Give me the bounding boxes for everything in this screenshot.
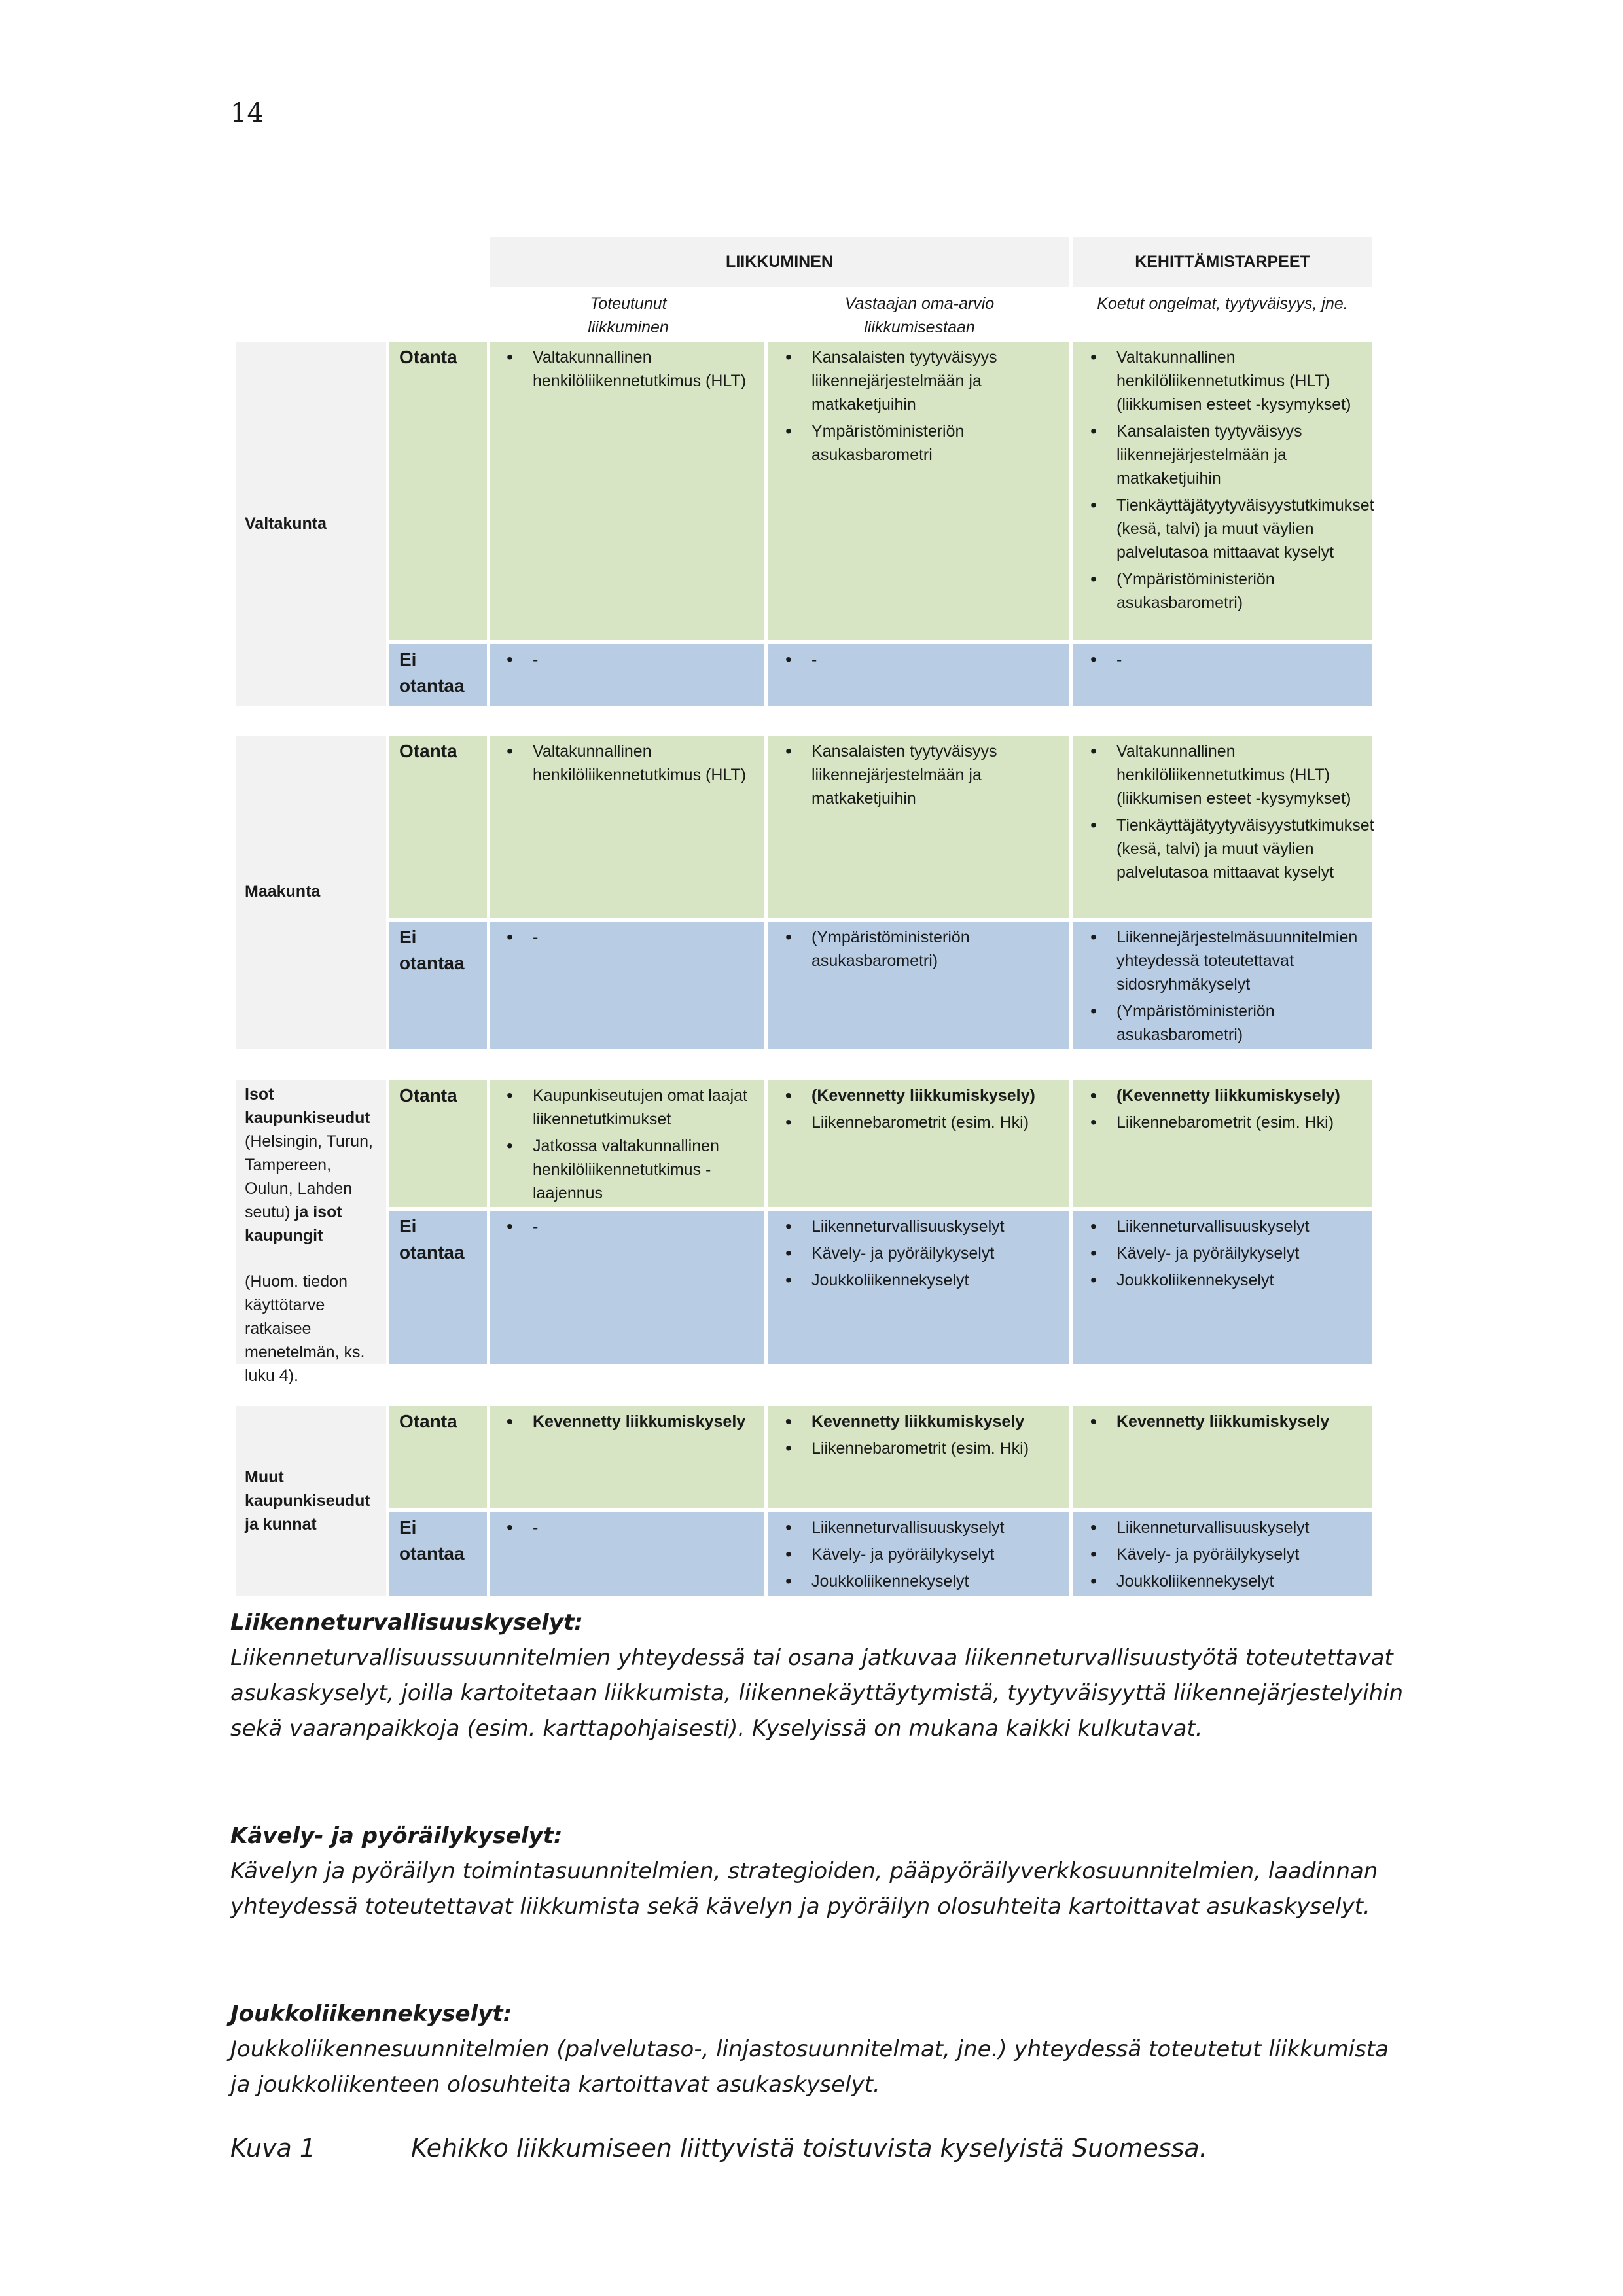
list-item: • - — [1085, 648, 1363, 672]
header-kehittamistarpeet: KEHITTÄMISTARPEET — [1073, 237, 1372, 287]
list-item: • Kansalaisten tyytyväisyys liikennejärjestelmään ja matkaketjuihin — [1085, 420, 1363, 490]
list-item: • - — [501, 1215, 755, 1238]
row-label-ei-otantaa: Ei otantaa — [389, 922, 487, 1049]
list-item: • Kävely- ja pyöräilykyselyt — [1085, 1242, 1363, 1265]
list-item: • Kävely- ja pyöräilykyselyt — [780, 1543, 1060, 1566]
region-isot-kaupunkiseudut — [236, 1080, 386, 1385]
row-label-otanta: Otanta — [389, 1406, 487, 1508]
muut-ei-otantaa-col1 — [490, 1512, 764, 1596]
region-muut-kaupunkiseudut — [236, 1406, 386, 1596]
list-item: • Jatkossa valtakunnallinen henkilöliikennetutkimus - laajennus — [501, 1134, 755, 1205]
isot-otanta-col2 — [768, 1080, 1069, 1207]
valtakunta-otanta-col1 — [490, 342, 764, 640]
valtakunta-otanta-col3 — [1073, 342, 1372, 640]
list-item: • Liikennebarometrit (esim. Hki) — [1085, 1111, 1363, 1134]
muut-otanta-col3 — [1073, 1406, 1372, 1508]
list-item: • Liikenneturvallisuuskyselyt — [780, 1215, 1060, 1238]
muut-otanta-col2 — [768, 1406, 1069, 1508]
note-body: Joukkoliikennesuunnitelmien (palvelutaso-, linjastosuunnitelmat, jne.) yhteydessä toteutetut liikkumista ja joukkoliikenteen olosuhteita kartoittavat asukaskyselyt. — [230, 2036, 1389, 2098]
row-label-ei-otantaa: Ei otantaa — [389, 1211, 487, 1364]
row-label-ei-otantaa: Ei otantaa — [389, 644, 487, 706]
list-item: • Liikennejärjestelmäsuunnitelmien yhteydessä toteutettavat sidosryhmäkyselyt — [1085, 925, 1363, 996]
list-item: • Joukkoliikennekyselyt — [780, 1570, 1060, 1593]
isot-ei-otantaa-col1 — [490, 1211, 764, 1364]
subheader-col2: Vastaajan oma-arvio liikkumisestaan — [844, 295, 995, 336]
region-valtakunta-label: Valtakunta — [245, 514, 327, 533]
list-item: • Liikenneturvallisuuskyselyt — [780, 1516, 1060, 1539]
valtakunta-ei-otantaa-col3 — [1073, 644, 1372, 706]
note-liikenneturvallisuus — [230, 1605, 1408, 1746]
note-body: Kävelyn ja pyöräilyn toimintasuunnitelmien, strategioiden, pääpyöräilyverkkosuunnitelmien, laadinnan yhteydessä toteutettavat liikkumista sekä kävelyn ja pyöräilyn olosuhteita kartoittavat asukaskyselyt. — [230, 1858, 1378, 1920]
note-joukkoliikenne — [230, 1996, 1408, 2102]
muut-ei-otantaa-col3 — [1073, 1512, 1372, 1596]
maakunta-otanta-col1 — [490, 736, 764, 918]
row-label-ei-otantaa: Ei otantaa — [389, 1512, 487, 1596]
list-item-bold: • (Kevennetty liikkumiskysely) — [1085, 1084, 1363, 1107]
list-item: • Ympäristöministeriön asukasbarometri — [780, 420, 1060, 467]
region-maakunta — [236, 736, 386, 1049]
list-item: • Tienkäyttäjätyytyväisyystutkimukset (kesä, talvi) ja muut väylien palvelutasoa mittaavat kyselyt — [1085, 814, 1363, 884]
list-item: • Liikenneturvallisuuskyselyt — [1085, 1516, 1363, 1539]
region-maakunta-label: Maakunta — [245, 882, 321, 901]
region-muut-label: Muut kaupunkiseudut ja kunnat — [245, 1468, 370, 1534]
header-liikkuminen: LIIKKUMINEN — [490, 237, 1069, 287]
row-label-otanta: Otanta — [389, 1080, 487, 1207]
list-item: • Kaupunkiseutujen omat laajat liikennetutkimukset — [501, 1084, 755, 1131]
region-isot-description — [245, 1083, 377, 1247]
isot-ei-otantaa-col2 — [768, 1211, 1069, 1364]
list-item: • - — [780, 648, 1060, 672]
page-number: 14 — [230, 98, 264, 128]
note-heading: Kävely- ja pyöräilykyselyt: — [230, 1823, 563, 1849]
muut-otanta-col1 — [490, 1406, 764, 1508]
muut-ei-otantaa-col2 — [768, 1512, 1069, 1596]
list-item-bold: • Kevennetty liikkumiskysely — [501, 1410, 755, 1433]
list-item: • (Ympäristöministeriön asukasbarometri) — [1085, 999, 1363, 1047]
list-item: • Joukkoliikennekyselyt — [1085, 1268, 1363, 1292]
maakunta-otanta-col3 — [1073, 736, 1372, 918]
figure-label: Kuva 1 — [230, 2134, 316, 2162]
list-item-bold: • Kevennetty liikkumiskysely — [780, 1410, 1060, 1433]
list-item: • Valtakunnallinen henkilöliikennetutkimus (HLT) — [501, 740, 755, 787]
note-kavely-pyoraily — [230, 1818, 1408, 1924]
list-item: • Valtakunnallinen henkilöliikennetutkimus (HLT) (liikkumisen esteet -kysymykset) — [1085, 346, 1363, 416]
list-item: • Kävely- ja pyöräilykyselyt — [780, 1242, 1060, 1265]
list-item: • Kansalaisten tyytyväisyys liikennejärjestelmään ja matkaketjuihin — [780, 740, 1060, 810]
region-isot-note: (Huom. tiedon käyttötarve ratkaisee menetelmän, ks. luku 4). — [245, 1272, 365, 1385]
subheader-col1: Toteutunut liikkuminen — [588, 295, 669, 336]
isot-otanta-col1 — [490, 1080, 764, 1207]
maakunta-otanta-col2 — [768, 736, 1069, 918]
region-isot-normal1: (Helsingin, Turun, Tampereen, Oulun, Lahden seutu) — [245, 1132, 373, 1221]
maakunta-ei-otantaa-col1 — [490, 922, 764, 1049]
list-item: • Valtakunnallinen henkilöliikennetutkimus (HLT) — [501, 346, 755, 393]
note-heading: Liikenneturvallisuuskyselyt: — [230, 1609, 583, 1636]
list-item: • (Ympäristöministeriön asukasbarometri) — [780, 925, 1060, 973]
valtakunta-ei-otantaa-col1 — [490, 644, 764, 706]
list-item: • Liikenneturvallisuuskyselyt — [1085, 1215, 1363, 1238]
list-item: • Joukkoliikennekyselyt — [1085, 1570, 1363, 1593]
list-item: • Kävely- ja pyöräilykyselyt — [1085, 1543, 1363, 1566]
region-isot-bold2: ja isot kaupungit — [245, 1203, 342, 1245]
row-label-otanta: Otanta — [389, 342, 487, 640]
list-item-bold: • Kevennetty liikkumiskysely — [1085, 1410, 1363, 1433]
note-heading: Joukkoliikennekyselyt: — [230, 2001, 512, 2027]
list-item: • Valtakunnallinen henkilöliikennetutkimus (HLT) (liikkumisen esteet -kysymykset) — [1085, 740, 1363, 810]
figure-caption: Kehikko liikkumiseen liittyvistä toistuvista kyselyistä Suomessa. — [411, 2134, 1207, 2162]
valtakunta-ei-otantaa-col2 — [768, 644, 1069, 706]
list-item-bold: • (Kevennetty liikkumiskysely) — [780, 1084, 1060, 1107]
list-item: • Tienkäyttäjätyytyväisyystutkimukset (kesä, talvi) ja muut väylien palvelutasoa mittaavat kyselyt — [1085, 493, 1363, 564]
list-item: • - — [501, 648, 755, 672]
valtakunta-otanta-col2 — [768, 342, 1069, 640]
note-body: Liikenneturvallisuussuunnitelmien yhteydessä tai osana jatkuvaa liikenneturvallisuustyötä toteutettavat asukaskyselyt, joilla kartoitetaan liikkumista, liikennekäyttäytymistä, tyytyväisyyttä liikennejärjestelyihin sekä vaaranpaikkoja (esim. karttapohjaisesti). Kyselyissä on mukana kaikki kulkutavat. — [230, 1645, 1404, 1742]
row-label-otanta: Otanta — [389, 736, 487, 918]
list-item: • - — [501, 925, 755, 949]
list-item: • Kansalaisten tyytyväisyys liikennejärjestelmään ja matkaketjuihin — [780, 346, 1060, 416]
region-isot-bold1: Isot kaupunkiseudut — [245, 1085, 370, 1127]
list-item: • Liikennebarometrit (esim. Hki) — [780, 1437, 1060, 1460]
isot-otanta-col3 — [1073, 1080, 1372, 1207]
list-item: • - — [501, 1516, 755, 1539]
isot-ei-otantaa-col3 — [1073, 1211, 1372, 1364]
region-valtakunta — [236, 342, 386, 706]
list-item: • Joukkoliikennekyselyt — [780, 1268, 1060, 1292]
list-item: • Liikennebarometrit (esim. Hki) — [780, 1111, 1060, 1134]
maakunta-ei-otantaa-col2 — [768, 922, 1069, 1049]
subheader-col3: Koetut ongelmat, tyytyväisyys, jne. — [1097, 295, 1348, 313]
maakunta-ei-otantaa-col3 — [1073, 922, 1372, 1049]
list-item: • (Ympäristöministeriön asukasbarometri) — [1085, 567, 1363, 615]
